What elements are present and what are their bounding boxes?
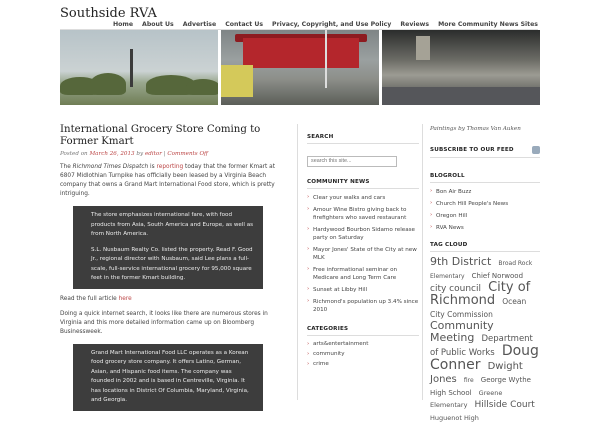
blockquote-businessweek: Grand Mart International Food LLC operates as a Korean food grocery store company. It offers Latino, German, Asian, and Hispanic food items. The company was founded in 2002 and is based in Centreville, Virginia. It has locations in District Of Columbia, Maryland, Virginia, and Georgia. xyxy=(73,344,263,411)
blogroll-item[interactable]: › Bon Air Buzz xyxy=(430,186,540,198)
post-paragraph-search: Doing a quick internet search, it looks like there are numerous stores in Virginia and this more detailed information came up on Bloomberg Businessweek. xyxy=(60,310,268,335)
categories-title: CATEGORIES xyxy=(307,325,349,332)
tag-link[interactable]: Department of Public Works xyxy=(430,334,533,358)
tag-link[interactable]: Huguenot High xyxy=(430,413,479,422)
category-item[interactable]: › arts&entertainment xyxy=(307,339,419,349)
category-item[interactable]: › community xyxy=(307,349,419,359)
search-input[interactable] xyxy=(307,156,397,167)
sidebar-divider-right xyxy=(422,124,423,400)
nav-privacy-policy[interactable]: Privacy, Copyright, and Use Policy xyxy=(272,21,392,28)
blogroll-item[interactable]: › Church Hill People's News xyxy=(430,198,540,210)
tag-link[interactable]: 9th District xyxy=(430,255,492,268)
tag-link[interactable]: Community Meeting xyxy=(430,319,494,344)
news-item[interactable]: › Clear your walks and cars xyxy=(307,192,419,204)
nav-contact-us[interactable]: Contact Us xyxy=(225,21,264,28)
nav-about-us[interactable]: About Us xyxy=(142,21,174,28)
sidebar-secondary xyxy=(430,126,540,422)
blogroll-list xyxy=(430,186,540,234)
tag-cloud xyxy=(430,255,540,422)
rss-icon[interactable] xyxy=(532,146,540,154)
news-item[interactable]: › Richmond's population up 3.4% since 2010 xyxy=(307,296,419,316)
sidebar-divider-left xyxy=(297,124,298,400)
nav-home[interactable]: Home xyxy=(112,21,134,28)
tag-link[interactable]: George Wythe High School xyxy=(430,375,531,397)
post-title[interactable]: International Grocery Store Coming to Former Kmart xyxy=(60,124,261,147)
paintings-caption: Paintings by Thomas Van Auken xyxy=(430,126,521,132)
news-item[interactable]: › Mayor Jones' State of the City at new MLK xyxy=(307,244,419,264)
main-nav xyxy=(113,21,538,28)
news-item[interactable]: › Sunset at Libby Hill xyxy=(307,284,419,296)
tag-link[interactable]: Hillside Court xyxy=(474,399,535,410)
tag-link[interactable]: Doug Conner xyxy=(430,342,539,373)
search-widget-title: SEARCH xyxy=(307,134,334,140)
post-author-link[interactable]: editor xyxy=(144,151,162,157)
blockquote-times-dispatch: The store emphasizes international fare, with food products from Asia, South America and Europe, as well as from North America. S.L. Nusbaum Realty Co. listed the property. Read F. Good Jr., regional director with Nusbaum, said Lee plans a full-scale, full-service international grocery for 95,000 square feet in the former Kmart building. xyxy=(73,206,263,289)
tag-link[interactable]: Dwight Jones xyxy=(430,360,523,385)
read-more-link[interactable]: here xyxy=(118,295,132,302)
tag-link[interactable]: Greene Elementary xyxy=(430,388,503,409)
tag-link[interactable]: fire xyxy=(463,376,474,384)
post-paragraph-intro: The Richmond Times Dispatch is reporting today that the former Kmart at 6807 Midlothian Turnpike has officially been leased by a Virginia Beach company that owns a Grand Mart International Food store, which is pretty intriguing. xyxy=(60,164,275,197)
community-news-list xyxy=(307,192,419,316)
banner-painting-skyline xyxy=(60,30,218,105)
news-item[interactable]: › Free informational seminar on Medicare and Long Term Care xyxy=(307,264,419,284)
categories-list xyxy=(307,339,419,369)
blogroll-item[interactable]: › RVA News xyxy=(430,222,540,234)
sidebar-primary xyxy=(307,134,419,369)
tag-cloud-title: TAG CLOUD xyxy=(430,242,468,248)
reporting-link[interactable]: reporting xyxy=(156,164,184,170)
tag-link[interactable]: Ocean City Commission xyxy=(430,297,527,319)
blogroll-item[interactable]: › Oregon Hill xyxy=(430,210,540,222)
post-comments-link[interactable]: Comments Off xyxy=(167,151,208,157)
blogroll-title: BLOGROLL xyxy=(430,173,465,179)
community-news-title: COMMUNITY NEWS xyxy=(307,178,370,185)
banner-painting-street xyxy=(382,30,540,105)
nav-reviews[interactable]: Reviews xyxy=(400,21,430,28)
tag-link[interactable]: Broad Rock Elementary xyxy=(430,260,533,280)
feed-title: SUBSCRIBE TO OUR FEED xyxy=(430,147,514,153)
news-item[interactable]: › Amour Wine Bistro giving back to firefighters who saved restaurant xyxy=(307,204,419,224)
category-item[interactable]: › crime xyxy=(307,359,419,369)
site-title[interactable]: Southside RVA xyxy=(60,6,157,21)
post-date-link[interactable]: March 26, 2013 xyxy=(89,151,135,157)
tag-link[interactable]: Chief Norwood xyxy=(471,272,524,280)
feed-widget xyxy=(430,146,540,154)
post-article xyxy=(60,124,276,411)
read-more-line: Read the full article here xyxy=(60,295,132,302)
tag-link[interactable]: City of Richmond xyxy=(430,280,531,308)
header-banner xyxy=(60,30,540,105)
tag-link[interactable]: city council xyxy=(430,284,481,294)
nav-advertise[interactable]: Advertise xyxy=(182,21,217,28)
banner-painting-store xyxy=(221,30,379,105)
nav-more-sites[interactable]: More Community News Sites xyxy=(438,21,538,28)
post-meta: Posted on March 26, 2013 by editor | Comments Off xyxy=(60,151,208,157)
news-item[interactable]: › Hardywood Bourbon Sidamo release party on Saturday xyxy=(307,224,419,244)
